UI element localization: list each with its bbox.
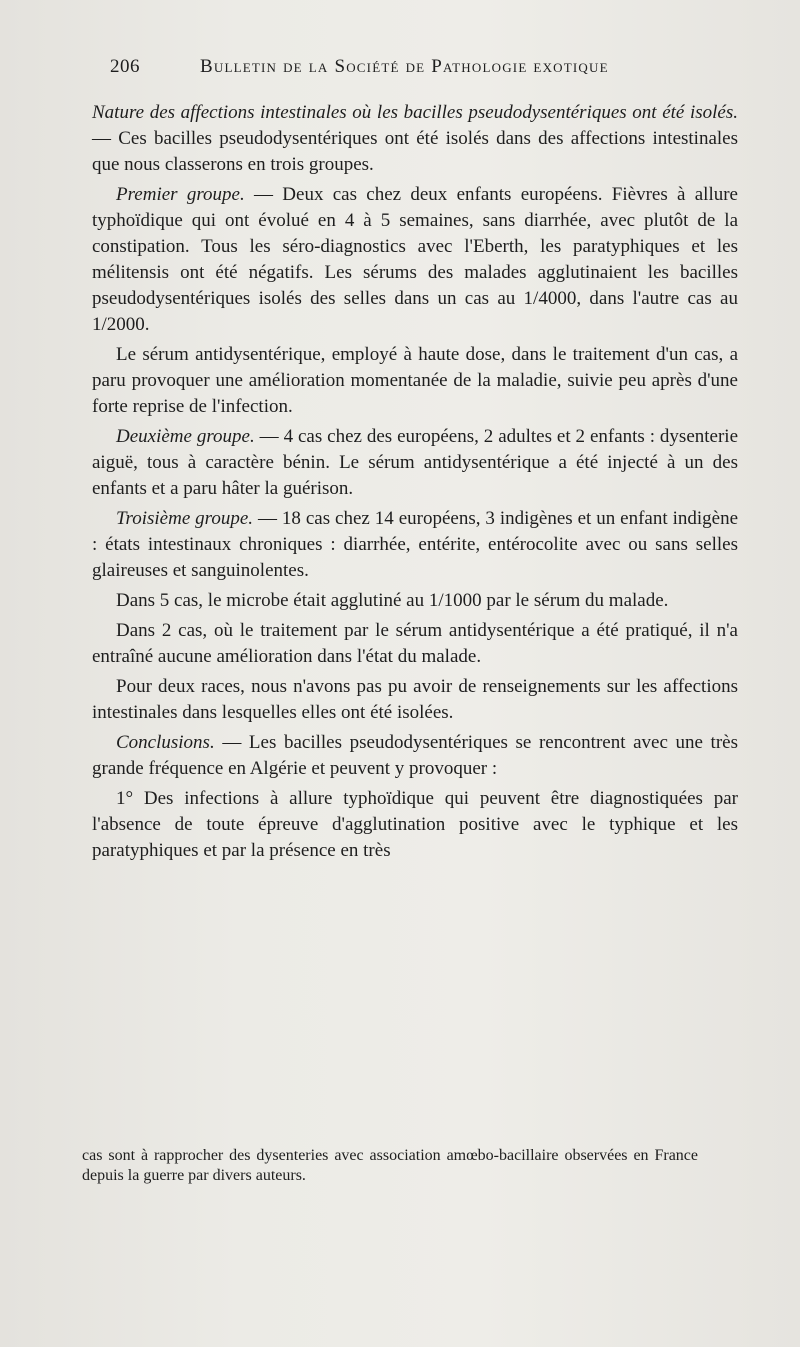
footnote [82,1146,698,1186]
paragraph-text: — 4 cas chez des européens, 2 adultes et 2 enfants : dysenterie aiguë, tous à caractère bénin. Le sérum antidysentérique a été injecté à un des enfants et a paru hâter la guérison. [92,426,738,499]
paragraph-text: — Ces bacilles pseudodysentériques ont été isolés dans des affections intestinales que nous classerons en trois groupes. [92,128,738,175]
section-heading: Troisième groupe. [116,508,254,529]
paragraph-text: — Deux cas chez deux enfants européens. Fièvres à allure typhoïdique qui ont évolué en 4 à 5 semaines, sans diarrhée, avec plutôt de la constipation. Tous les séro-diagnostics avec l'Eberth, les paratyphiques et les mélitensis ont été négatifs. Les sérums des malades agglutinaient les bacilles pseudodysentériques isolés des selles dans un cas au 1/4000, dans l'autre cas au 1/2000. [92,184,738,335]
paragraph [92,424,738,502]
paragraph [92,100,738,178]
paragraph: Dans 2 cas, où le traitement par le sérum antidysentérique a été pratiqué, il n'a entraîné aucune amélioration dans l'état du malade. [92,620,738,667]
running-title: Bulletin de la Société de Pathologie exotique [200,56,609,77]
section-heading: Nature des affections intestinales où les bacilles pseudodysentériques ont été isolés. [92,102,738,123]
paragraph-text: — Les bacilles pseudodysentériques se rencontrent avec une très grande fréquence en Algérie et peuvent y provoquer : [92,732,738,779]
page-number: 206 [110,56,140,77]
running-header [110,56,750,92]
section-heading: Deuxième groupe. [116,426,255,447]
paragraph: 1° Des infections à allure typhoïdique qui peuvent être diagnostiquées par l'absence de toute épreuve d'agglutination positive avec le typhique et les paratyphiques et par la présence en très [92,788,738,861]
section-heading: Conclusions. [116,732,215,753]
paragraph [92,506,738,584]
paragraph: Le sérum antidysentérique, employé à haute dose, dans le traitement d'un cas, a paru provoquer une amélioration momentanée de la maladie, suivie peu après d'une forte reprise de l'infection. [92,344,738,417]
paragraph-text: — 18 cas chez 14 européens, 3 indigènes et un enfant indigène : états intestinaux chroniques : diarrhée, entérite, entérocolite avec ou sans selles glaireuses et sanguinolentes. [92,508,738,581]
section-heading: Premier groupe. [116,184,245,205]
paragraph [92,182,738,338]
footnote-text: cas sont à rapprocher des dysenteries avec association amœbo-bacillaire observées en France depuis la guerre par divers auteurs. [82,1147,698,1184]
paragraph [92,730,738,782]
paragraph: Pour deux races, nous n'avons pas pu avoir de renseignements sur les affections intestinales dans lesquelles elles ont été isolées. [92,676,738,723]
body-text [92,100,738,868]
paragraph: Dans 5 cas, le microbe était agglutiné au 1/1000 par le sérum du malade. [116,590,669,611]
